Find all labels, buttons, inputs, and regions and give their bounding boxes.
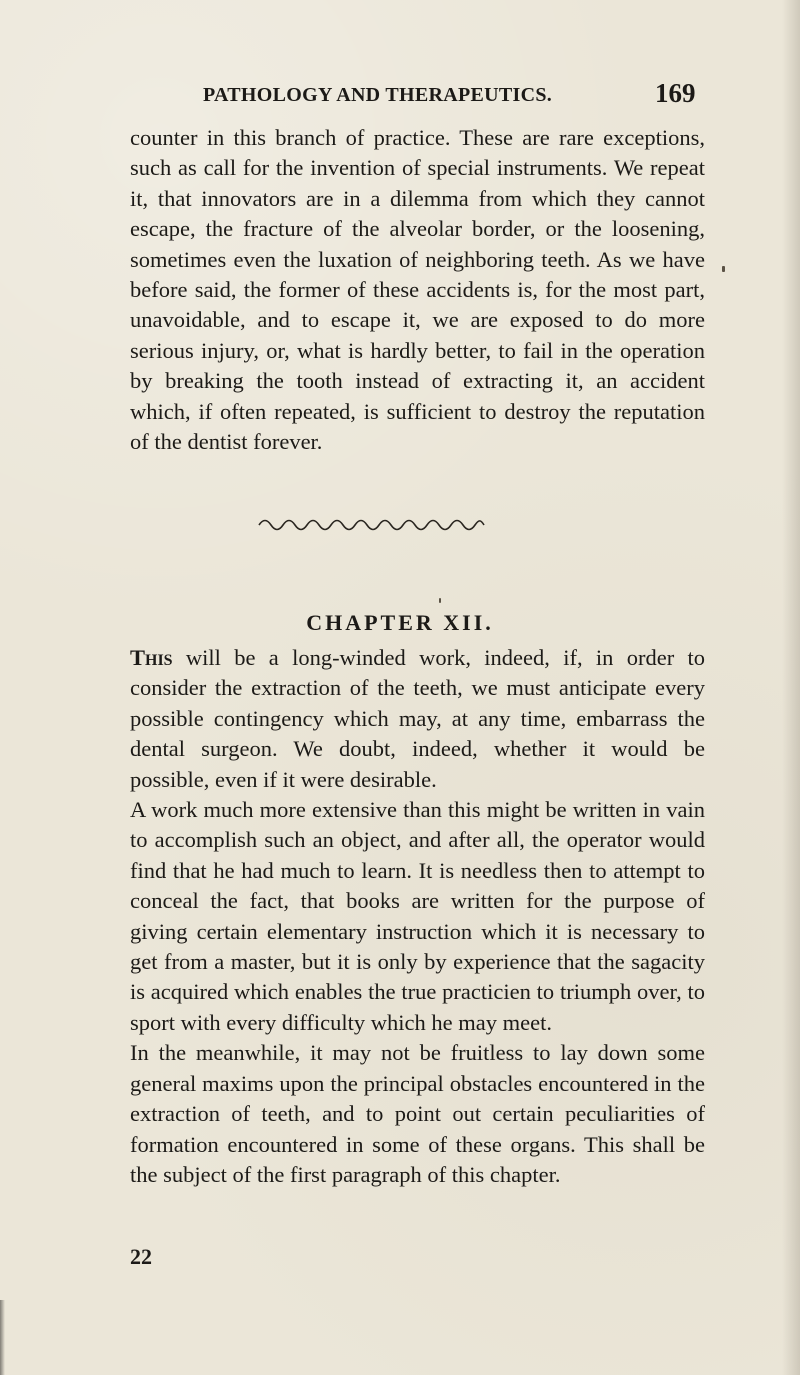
- print-speck: [439, 598, 441, 603]
- decorative-wavy-rule: [258, 517, 485, 533]
- opening-word: This: [130, 645, 173, 670]
- chapter-text-block: [130, 643, 705, 1190]
- page-header: [0, 74, 800, 114]
- chapter-heading: CHAPTER XII.: [306, 610, 494, 635]
- signature-mark: 22: [130, 1244, 152, 1269]
- chapter-paragraph-3: In the meanwhile, it may not be fruitless to lay down some general maxims upon the principal obstacles encountered in the extraction of teeth, and to point out certain peculiarities of formation encountered in some of these organs. This shall be the subject of the first paragraph of this chapter.: [130, 1040, 705, 1187]
- margin-speck: [722, 266, 725, 272]
- chapter-paragraph-1: [130, 643, 705, 795]
- binding-shadow: [0, 1300, 5, 1375]
- page-number: 169: [655, 78, 696, 108]
- top-paragraph: counter in this branch of practice. These are rare exceptions, such as call for the invention of special instruments. We repeat it, that innovators are in a dilemma from which they cannot escape, the fracture of the alveolar border, or the loosening, sometimes even the luxation of neighboring teeth. As we have before said, the former of these accidents is, for the most part, unavoidable, and to escape it, we are exposed to do more serious injury, or, what is hardly better, to fail in the operation by breaking the tooth instead of extracting it, an accident which, if often repeated, is sufficient to destroy the reputation of the dentist forever.: [130, 125, 705, 455]
- chapter-paragraph-1-text: will be a long-winded work, indeed, if, in order to consider the extraction of the teeth, we must anticipate every possible contingency which may, at any time, embarrass the dental surgeon. We doubt, indeed, whether it would be possible, even if it were desirable.: [130, 645, 705, 792]
- page-edge-shadow: [782, 0, 800, 1375]
- top-text-block: [130, 123, 705, 457]
- chapter-paragraph-2: A work much more extensive than this might be written in vain to accomplish such an object, and after all, the operator would find that he had much to learn. It is needless then to attempt to conceal the fact, that books are written for the purpose of giving certain elementary instruction which it is necessary to get from a master, but it is only by experience that the sagacity is acquired which enables the true practicien to triumph over, to sport with every difficulty which he may meet.: [130, 797, 705, 1035]
- running-head: PATHOLOGY AND THERAPEUTICS.: [203, 84, 553, 106]
